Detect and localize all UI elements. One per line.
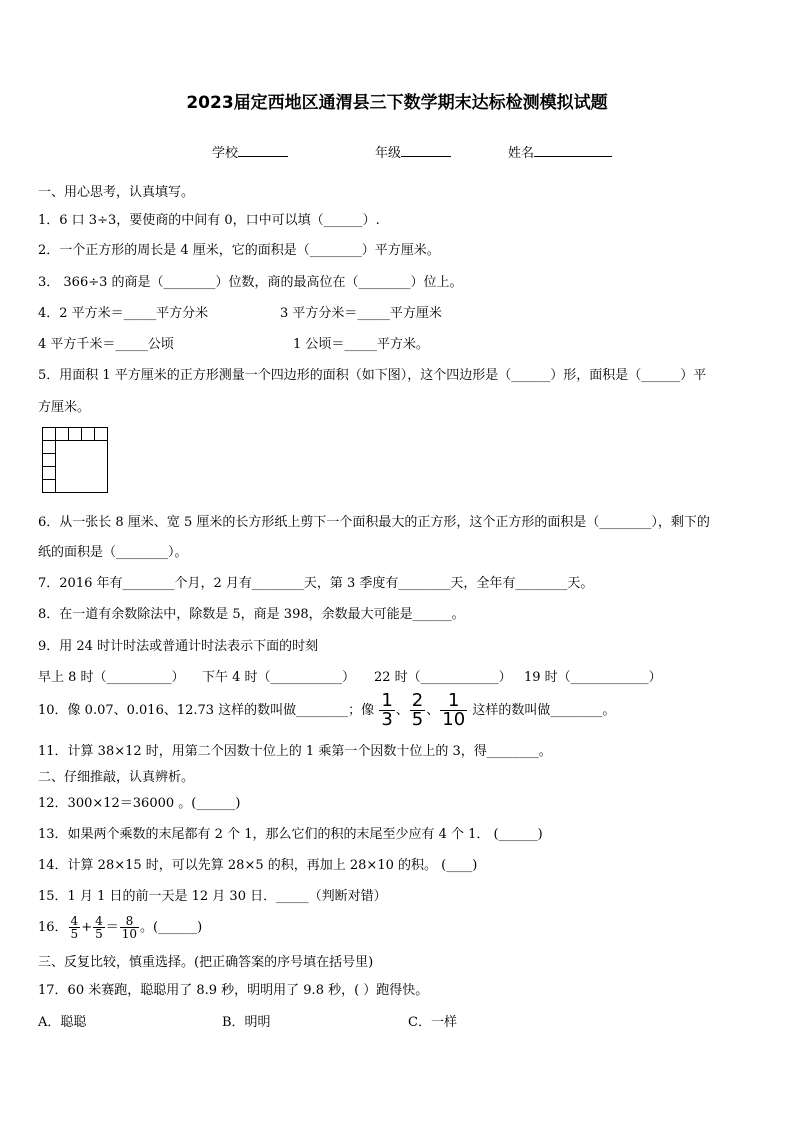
question-4a: 4．2 平方米＝_____平方分米 — [38, 306, 209, 321]
question-5-line-2: 方厘米。 — [38, 400, 91, 415]
section-1-heading: 一、用心思考，认真填写。 — [38, 185, 195, 200]
fraction-four-fifths: $\frac{4}{5}$ — [95, 914, 103, 941]
question-3: 3． 366÷3 的商是（________）位数，商的最高位在（________）位上。 — [38, 275, 463, 290]
grade-blank[interactable] — [401, 144, 451, 157]
question-2: 2．一个正方形的周长是 4 厘米，它的面积是（________）平方厘米。 — [38, 243, 440, 258]
question-4b: 3 平方分米＝_____平方厘米 — [280, 306, 442, 321]
question-13: 13．如果两个乘数的末尾都有 2 个 1，那么它们的积的末尾至少应有 4 个 1． (______) — [38, 827, 543, 842]
question-7: 7．2016 年有________个月，2 月有________天，第 3 季度有________天，全年有________天。 — [38, 576, 594, 591]
question-9-item-3: 22 时（____________） — [374, 670, 512, 685]
name-blank[interactable] — [534, 144, 612, 157]
question-9-item-4: 19 时（____________） — [524, 670, 662, 685]
fraction-one-third: $\frac{1}{3}$ — [381, 690, 393, 730]
question-6-line-2: 纸的面积是（________）。 — [38, 545, 188, 560]
fraction-one-tenth: $\frac{1}{10}$ — [442, 690, 466, 730]
separator: 、 — [395, 703, 409, 718]
question-10-suffix: 这样的数叫做________。 — [472, 703, 616, 718]
question-17: 17．60 米赛跑，聪聪用了 8.9 秒，明明用了 9.8 秒，( ）跑得快。 — [38, 983, 429, 998]
question-9-item-2: 下午 4 时（___________） — [202, 670, 356, 685]
question-11: 11．计算 38×12 时，用第二个因数十位上的 1 乘第一个因数十位上的 3，得________。 — [38, 744, 552, 759]
question-8: 8．在一道有余数除法中，除数是 5，商是 398，余数最大可能是______。 — [38, 607, 465, 622]
question-15: 15．1 月 1 日的前一天是 12 月 30 日．_____（判断对错） — [38, 889, 387, 904]
separator: 、 — [426, 703, 440, 718]
school-label: 学校 — [212, 146, 239, 161]
question-1: 1．6 口 3÷3，要使商的中间有 0，口中可以填（______）. — [38, 213, 380, 228]
question-4d: 1 公顷＝_____平方米。 — [293, 337, 429, 352]
quadrilateral-grid-figure — [42, 427, 110, 495]
question-16-suffix: 。(______) — [140, 920, 203, 935]
school-field[interactable] — [212, 142, 288, 161]
plus-sign: + — [81, 920, 93, 935]
school-blank[interactable] — [238, 144, 288, 157]
section-2-heading: 二、仔细推敲，认真辨析。 — [38, 770, 195, 785]
option-c[interactable]: C．一样 — [408, 1015, 457, 1030]
fraction-four-fifths: $\frac{4}{5}$ — [70, 914, 79, 941]
question-16-prefix: 16． — [38, 920, 68, 935]
question-12: 12．300×12＝36000 。(______) — [38, 796, 241, 811]
grade-label: 年级 — [375, 146, 402, 161]
equals-sign: ＝ — [105, 920, 119, 935]
option-a[interactable]: A．聪聪 — [38, 1015, 87, 1030]
question-5-line-1: 5．用面积 1 平方厘米的正方形测量一个四边形的面积（如下图），这个四边形是（______）形，面积是（______）平 — [38, 368, 707, 383]
grade-field[interactable] — [375, 142, 451, 161]
question-9: 9．用 24 时计时法或普通计时法表示下面的时刻 — [38, 639, 319, 654]
page-title: 2023届定西地区通渭县三下数学期末达标检测模拟试题 — [186, 93, 608, 113]
question-6-line-1: 6．从一张长 8 厘米、宽 5 厘米的长方形纸上剪下一个面积最大的正方形，这个正方形的面积是（________），剩下的 — [38, 515, 710, 530]
question-10 — [38, 690, 615, 732]
question-14: 14．计算 28×15 时，可以先算 28×5 的积，再加上 28×10 的积。 (____) — [38, 858, 478, 873]
fraction-eight-tenths: $\frac{8}{10}$ — [121, 914, 138, 941]
question-16 — [38, 908, 202, 948]
question-10-prefix: 10．像 0.07、0.016、12.73 这样的数叫做________；像 — [38, 703, 375, 718]
name-field[interactable] — [508, 142, 612, 161]
name-label: 姓名 — [508, 146, 535, 161]
option-b[interactable]: B．明明 — [222, 1015, 271, 1030]
question-4c: 4 平方千米＝_____公顷 — [38, 337, 174, 352]
section-3-heading: 三、反复比较，慎重选择。(把正确答案的序号填在括号里) — [38, 955, 374, 970]
question-9-item-1: 早上 8 时（__________） — [38, 670, 185, 685]
fraction-two-fifths: $\frac{2}{5}$ — [411, 690, 424, 730]
